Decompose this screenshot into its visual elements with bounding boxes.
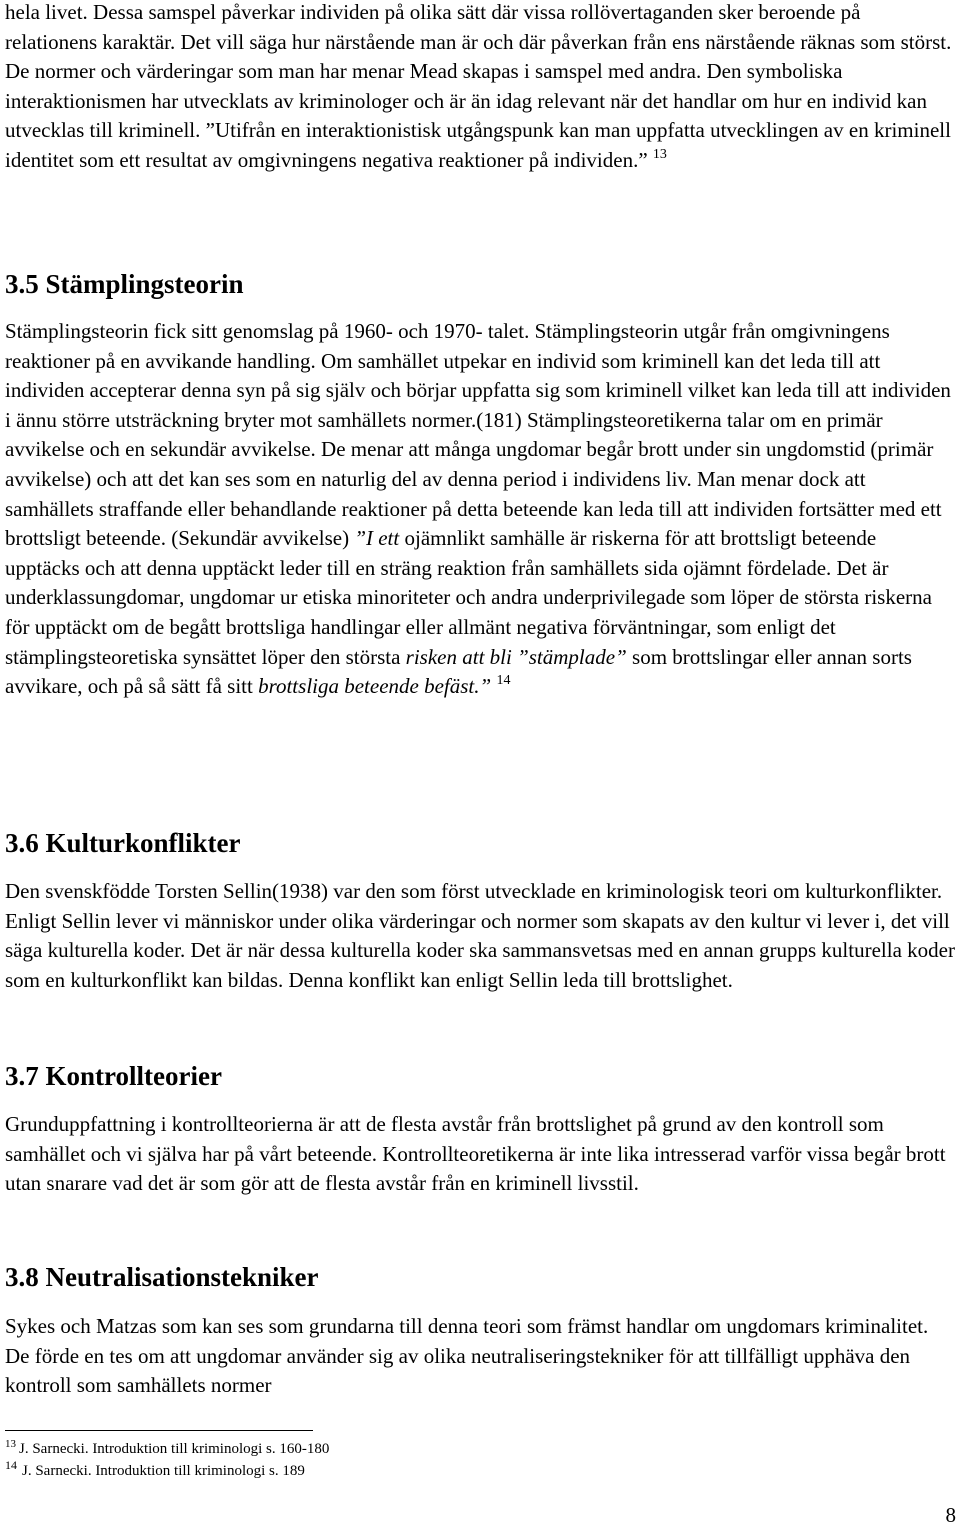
italic-quote: risken att bli ”stämplade” xyxy=(405,644,627,669)
page-number: 8 xyxy=(945,1503,956,1527)
footnote-divider xyxy=(5,1430,313,1431)
section-paragraph-stamplingsteorin xyxy=(5,317,955,702)
italic-quote: ”I ett xyxy=(349,526,400,551)
paragraph-text: som brottslingar eller annan sorts avvikare, och på så sätt få sitt xyxy=(5,644,912,699)
footnote-number: 14 xyxy=(5,1458,17,1472)
paragraph-text: Stämplingsteorin fick sitt genomslag på 1960- och 1970- talet. Stämplingsteorin utgår från omgivningens reaktioner på en avvikande handling. Om samhället utpekar en individ som kriminell kan det leda till att individen accepterar denna syn på sig själv och börjar uppfatta sig som kriminell vilket kan leda till att individen i ännu större utsträckning bryter mot samhällets normer.(181) Stämplingsteoretikerna talar om en primär avvikelse och en sekundär avvikelse. De menar att många ungdomar begår brott under sin ungdomstid (primär avvikelse) och att det kan ses som en naturlig del av denna period i individens liv. Man menar dock att samhällets straffande eller behandlande reaktioner på detta beteende kan leda till att individen fortsätter med ett brottsligt beteende. (Sekundär avvikelse) xyxy=(5,319,951,551)
section-heading-kontrollteorier: 3.7 Kontrollteorier xyxy=(5,1061,222,1091)
section-heading-stamplingsteorin: 3.5 Stämplingsteorin xyxy=(5,269,244,299)
section-heading-kulturkonflikter: 3.6 Kulturkonflikter xyxy=(5,828,241,858)
section-paragraph-kontrollteorier: Grunduppfattning i kontrollteorierna är att de flesta avstår från brottslighet på grund av den kontroll som samhället och vi själva har på vårt beteende. Kontrollteoretikerna är inte lika intresserad varför vissa begår brott utan snarare vad det är som gör att de flesta avstår från en kriminell livsstil. xyxy=(5,1112,946,1196)
section-heading-neutralisationstekniker: 3.8 Neutralisationstekniker xyxy=(5,1262,319,1292)
footnote-ref-13: 13 xyxy=(652,146,667,162)
intro-paragraph xyxy=(5,0,955,175)
footnote-ref-14: 14 xyxy=(496,673,511,689)
intro-text: hela livet. Dessa samspel påverkar individen på olika sätt där vissa rollövertaganden sker beroende på relationens karaktär. Det vill säga hur närstående man är och där påverkan från ens närstående räknas som störst. De normer och värderingar som man har menar Mead skapas i samspel med andra. Den symboliska interaktionismen har utvecklats av kriminologer och är än idag relevant när det handlar om hur en individ kan utvecklas till kriminell. ”Utifrån en interaktionistisk utgångspunk kan man uppfatta utvecklingen av en kriminell identitet som ett resultat av omgivningens negativa reaktioner på individen.” xyxy=(5,0,952,172)
italic-quote: brottsliga beteende befäst.” xyxy=(258,674,492,699)
footnote-text: J. Sarnecki. Introduktion till kriminologi s. 160-180 xyxy=(19,1441,330,1457)
footnote-text: J. Sarnecki. Introduktion till kriminologi s. 189 xyxy=(22,1463,305,1479)
footnote-14 xyxy=(5,1458,305,1480)
paragraph-text: ojämnlikt samhälle är riskerna för att brottsligt beteende upptäcks och att denna upptäckt leder till en sträng reaktion från samhällets sida ojämnt fördelade. Det är underklassungdomar, ungdomar ur etiska minoriteter och andra underprivilegade som löper de största riskerna för upptäckt om de begått brottsliga handlingar eller allmänt negativa förväntningar, som enligt det stämplingsteoretiska synsättet löper den största xyxy=(5,526,932,669)
footnote-number: 13 xyxy=(5,1438,16,1450)
section-paragraph-kulturkonflikter: Den svenskfödde Torsten Sellin(1938) var den som först utvecklade en kriminologisk teori om kulturkonflikter. Enligt Sellin lever vi människor under olika värderingar och normer som skapats av den kultur vi lever i, det vill säga kulturella koder. Det är när dessa kulturella koder ska sammansvetsas med en annan grupps kulturella koder som en kulturkonflikt kan bildas. Denna konflikt kan enligt Sellin leda till brottslighet. xyxy=(5,879,955,992)
footnote-13 xyxy=(5,1440,329,1458)
section-paragraph-neutralisationstekniker: Sykes och Matzas som kan ses som grundarna till denna teori som främst handlar om ungdomars kriminalitet. De förde en tes om att ungdomar använder sig av olika neutraliseringstekniker för att tillfälligt upphäva den kontroll som samhällets normer xyxy=(5,1314,929,1398)
